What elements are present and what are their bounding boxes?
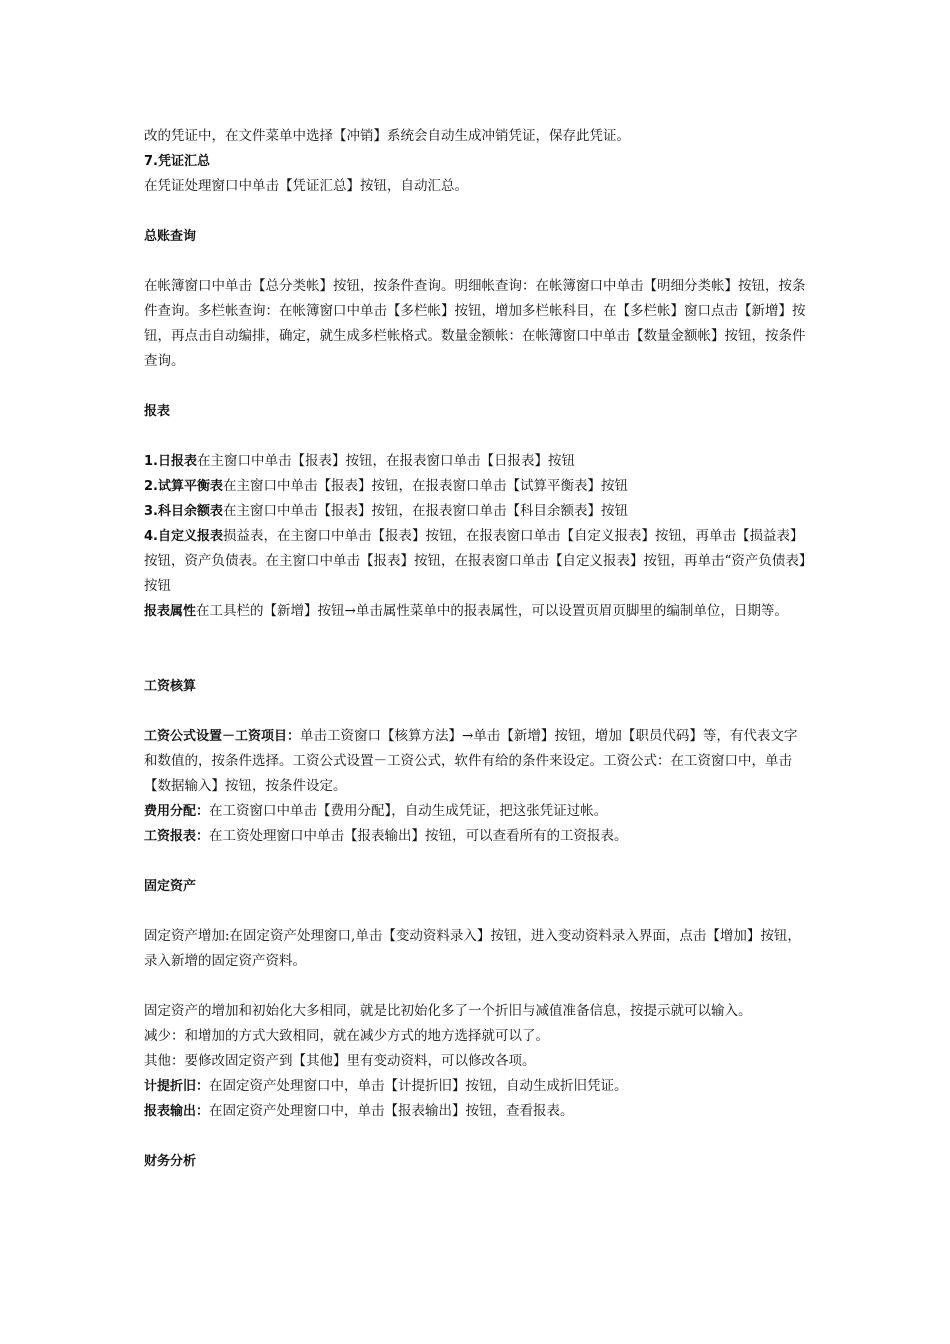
fixed-assets-init-text: 固定资产的增加和初始化大多相同，就是比初始化多了一个折旧与减值准备信息，按提示就可以输入。	[144, 1003, 752, 1019]
fixed-assets-other-text: 其他：要修改固定资产到【其他】里有变动资料，可以修改各项。	[144, 1053, 536, 1069]
fixed-assets-depreciation	[144, 1074, 810, 1099]
assets-item-text: 在固定资产处理窗口中，单击【计提折旧】按钮，自动生成折旧凭证。	[209, 1078, 628, 1094]
report-item-text: 在工具栏的【新增】按钮→单击属性菜单中的报表属性，可以设置页眉页脚里的编制单位，日期等。	[196, 603, 788, 619]
report-item-text: 在主窗口中单击【报表】按钮，在报表窗口单击【试算平衡表】按钮	[222, 478, 628, 494]
report-item-text: 损益表，在主窗口中单击【报表】按钮，在报表窗口单击【自定义报表】按钮，再单击【损益表】按钮，资产负债表。在主窗口中单击【报表】按钮，在报表窗口单击【自定义报表】按钮，再单击“资产负债表】按钮	[144, 528, 806, 594]
report-item-custom	[144, 524, 810, 599]
payroll-item-cost-allocation	[144, 799, 810, 824]
assets-item-label: 计提折旧：	[144, 1079, 210, 1094]
voucher-summary-text: 在凭证处理窗口中单击【凭证汇总】按钮，自动汇总。	[144, 178, 468, 194]
payroll-item-label: 费用分配：	[144, 804, 210, 819]
report-item-text: 在主窗口中单击【报表】按钮，在报表窗口单击【科目余额表】按钮	[222, 503, 628, 519]
payroll-item-text: 在工资处理窗口中单击【报表输出】按钮，可以查看所有的工资报表。	[209, 828, 628, 844]
payroll-item-reports	[144, 824, 810, 849]
report-item-label: 4.自定义报表	[144, 529, 223, 544]
payroll-item-label: 工资公式设置－工资项目：	[144, 729, 301, 744]
report-item-label: 3.科目余额表	[144, 504, 223, 519]
report-item-account-balance	[144, 499, 810, 524]
fixed-assets-report-output	[144, 1099, 810, 1124]
financial-analysis-heading: 财务分析	[144, 1154, 197, 1169]
report-item-text: 在主窗口中单击【报表】按钮，在报表窗口单击【日报表】按钮	[196, 453, 575, 469]
payroll-item-formula	[144, 724, 810, 799]
fixed-assets-reduce-text: 减少：和增加的方式大致相同，就在减少方式的地方选择就可以了。	[144, 1028, 549, 1044]
reports-heading: 报表	[144, 404, 171, 419]
report-item-label: 1.日报表	[144, 454, 197, 469]
report-item-daily	[144, 449, 810, 474]
ledger-query-paragraph: 在帐簿窗口中单击【总分类帐】按钮，按条件查询。明细帐查询：在帐簿窗口中单击【明细分类帐】按钮，按条件查询。多栏帐查询：在帐簿窗口中单击【多栏帐】按钮，增加多栏帐科目，在【多栏帐】窗口点击【新增】按钮，再点击自动编排，确定，就生成多栏帐格式。数量金额帐：在帐簿窗口中单击【数量金额帐】按钮，按条件查询。	[144, 278, 806, 369]
voucher-reversal-text: 改的凭证中，在文件菜单中选择【冲销】系统会自动生成冲销凭证，保存此凭证。	[144, 128, 630, 144]
fixed-assets-add-paragraph: 固定资产增加:在固定资产处理窗口,单击【变动资料录入】按钮，进入变动资料录入界面，点击【增加】按钮，录入新增的固定资产资料。	[144, 928, 801, 969]
payroll-item-text: 在工资窗口中单击【费用分配】，自动生成凭证，把这张凭证过帐。	[209, 803, 608, 819]
payroll-item-label: 工资报表：	[144, 829, 210, 844]
ledger-query-heading: 总账查询	[144, 229, 197, 244]
fixed-assets-heading: 固定资产	[144, 879, 197, 894]
payroll-heading: 工资核算	[144, 679, 197, 694]
report-item-label: 2.试算平衡表	[144, 479, 223, 494]
assets-item-text: 在固定资产处理窗口中，单击【报表输出】按钮，查看报表。	[209, 1103, 574, 1119]
report-item-label: 报表属性	[144, 604, 197, 619]
assets-item-label: 报表输出：	[144, 1104, 210, 1119]
report-item-trial-balance	[144, 474, 810, 499]
document-page	[144, 124, 810, 1174]
report-item-properties	[144, 599, 810, 624]
payroll-item-text: 单击工资窗口【核算方法】→单击【新增】按钮，增加【职员代码】等，有代表文字和数值的，按条件选择。工资公式设置－工资公式，软件有给的条件来设定。工资公式：在工资窗口中，单击【数据输入】按钮，按条件设定。	[144, 728, 798, 794]
voucher-summary-heading: 7.凭证汇总	[144, 154, 210, 169]
